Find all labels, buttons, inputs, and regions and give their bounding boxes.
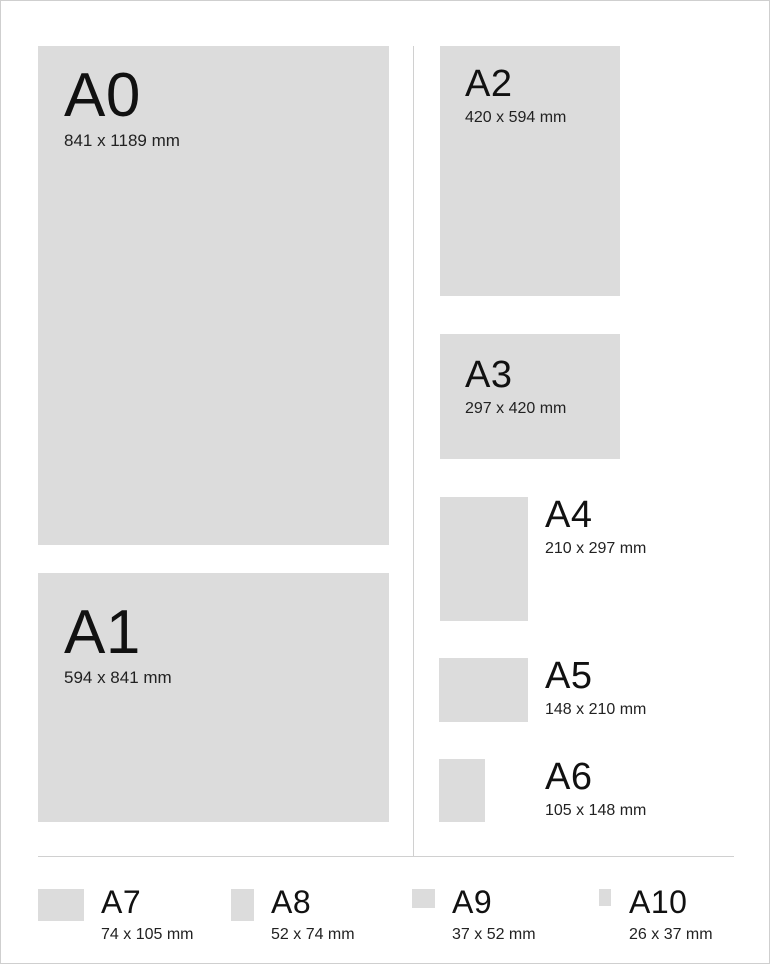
label-a5 bbox=[545, 657, 646, 718]
sheet-name-a2: A2 bbox=[465, 63, 513, 105]
label-a4 bbox=[545, 496, 646, 557]
sheet-dims-a6: 105 x 148 mm bbox=[545, 802, 647, 819]
sheet-name-a5: A5 bbox=[545, 655, 593, 697]
sheet-name-a3: A3 bbox=[465, 354, 513, 396]
label-a0 bbox=[64, 61, 180, 150]
sheet-dims-a7: 74 x 105 mm bbox=[101, 926, 194, 943]
label-a9 bbox=[452, 886, 536, 943]
sheet-name-a7: A7 bbox=[101, 884, 142, 920]
sheet-dims-a8: 52 x 74 mm bbox=[271, 926, 355, 943]
sheet-name-a10: A10 bbox=[629, 884, 688, 920]
sheet-a8 bbox=[231, 889, 254, 921]
label-a10 bbox=[629, 886, 713, 943]
sheet-dims-a9: 37 x 52 mm bbox=[452, 926, 536, 943]
vertical-divider bbox=[413, 46, 414, 856]
sheet-dims-a4: 210 x 297 mm bbox=[545, 540, 647, 557]
sheet-name-a0: A0 bbox=[64, 61, 141, 130]
sheet-dims-a5: 148 x 210 mm bbox=[545, 701, 647, 718]
sheet-a7 bbox=[38, 889, 84, 921]
label-a1 bbox=[64, 598, 172, 687]
sheet-a9 bbox=[412, 889, 435, 908]
label-a3 bbox=[465, 356, 566, 417]
label-a6 bbox=[545, 758, 646, 819]
sheet-dims-a0: 841 x 1189 mm bbox=[64, 131, 180, 150]
sheet-a5 bbox=[439, 658, 528, 722]
sheet-name-a6: A6 bbox=[545, 756, 593, 798]
horizontal-divider bbox=[38, 856, 734, 857]
sheet-name-a1: A1 bbox=[64, 598, 141, 667]
label-a8 bbox=[271, 886, 355, 943]
sheet-name-a4: A4 bbox=[545, 494, 593, 536]
sheet-name-a8: A8 bbox=[271, 884, 312, 920]
sheet-dims-a2: 420 x 594 mm bbox=[465, 109, 567, 126]
sheet-a4 bbox=[440, 497, 528, 621]
sheet-a10 bbox=[599, 889, 611, 906]
label-a7 bbox=[101, 886, 193, 943]
sheet-name-a9: A9 bbox=[452, 884, 493, 920]
sheet-a6 bbox=[439, 759, 485, 822]
sheet-dims-a10: 26 x 37 mm bbox=[629, 926, 713, 943]
sheet-dims-a1: 594 x 841 mm bbox=[64, 668, 172, 687]
label-a2 bbox=[465, 65, 566, 126]
sheet-dims-a3: 297 x 420 mm bbox=[465, 400, 567, 417]
